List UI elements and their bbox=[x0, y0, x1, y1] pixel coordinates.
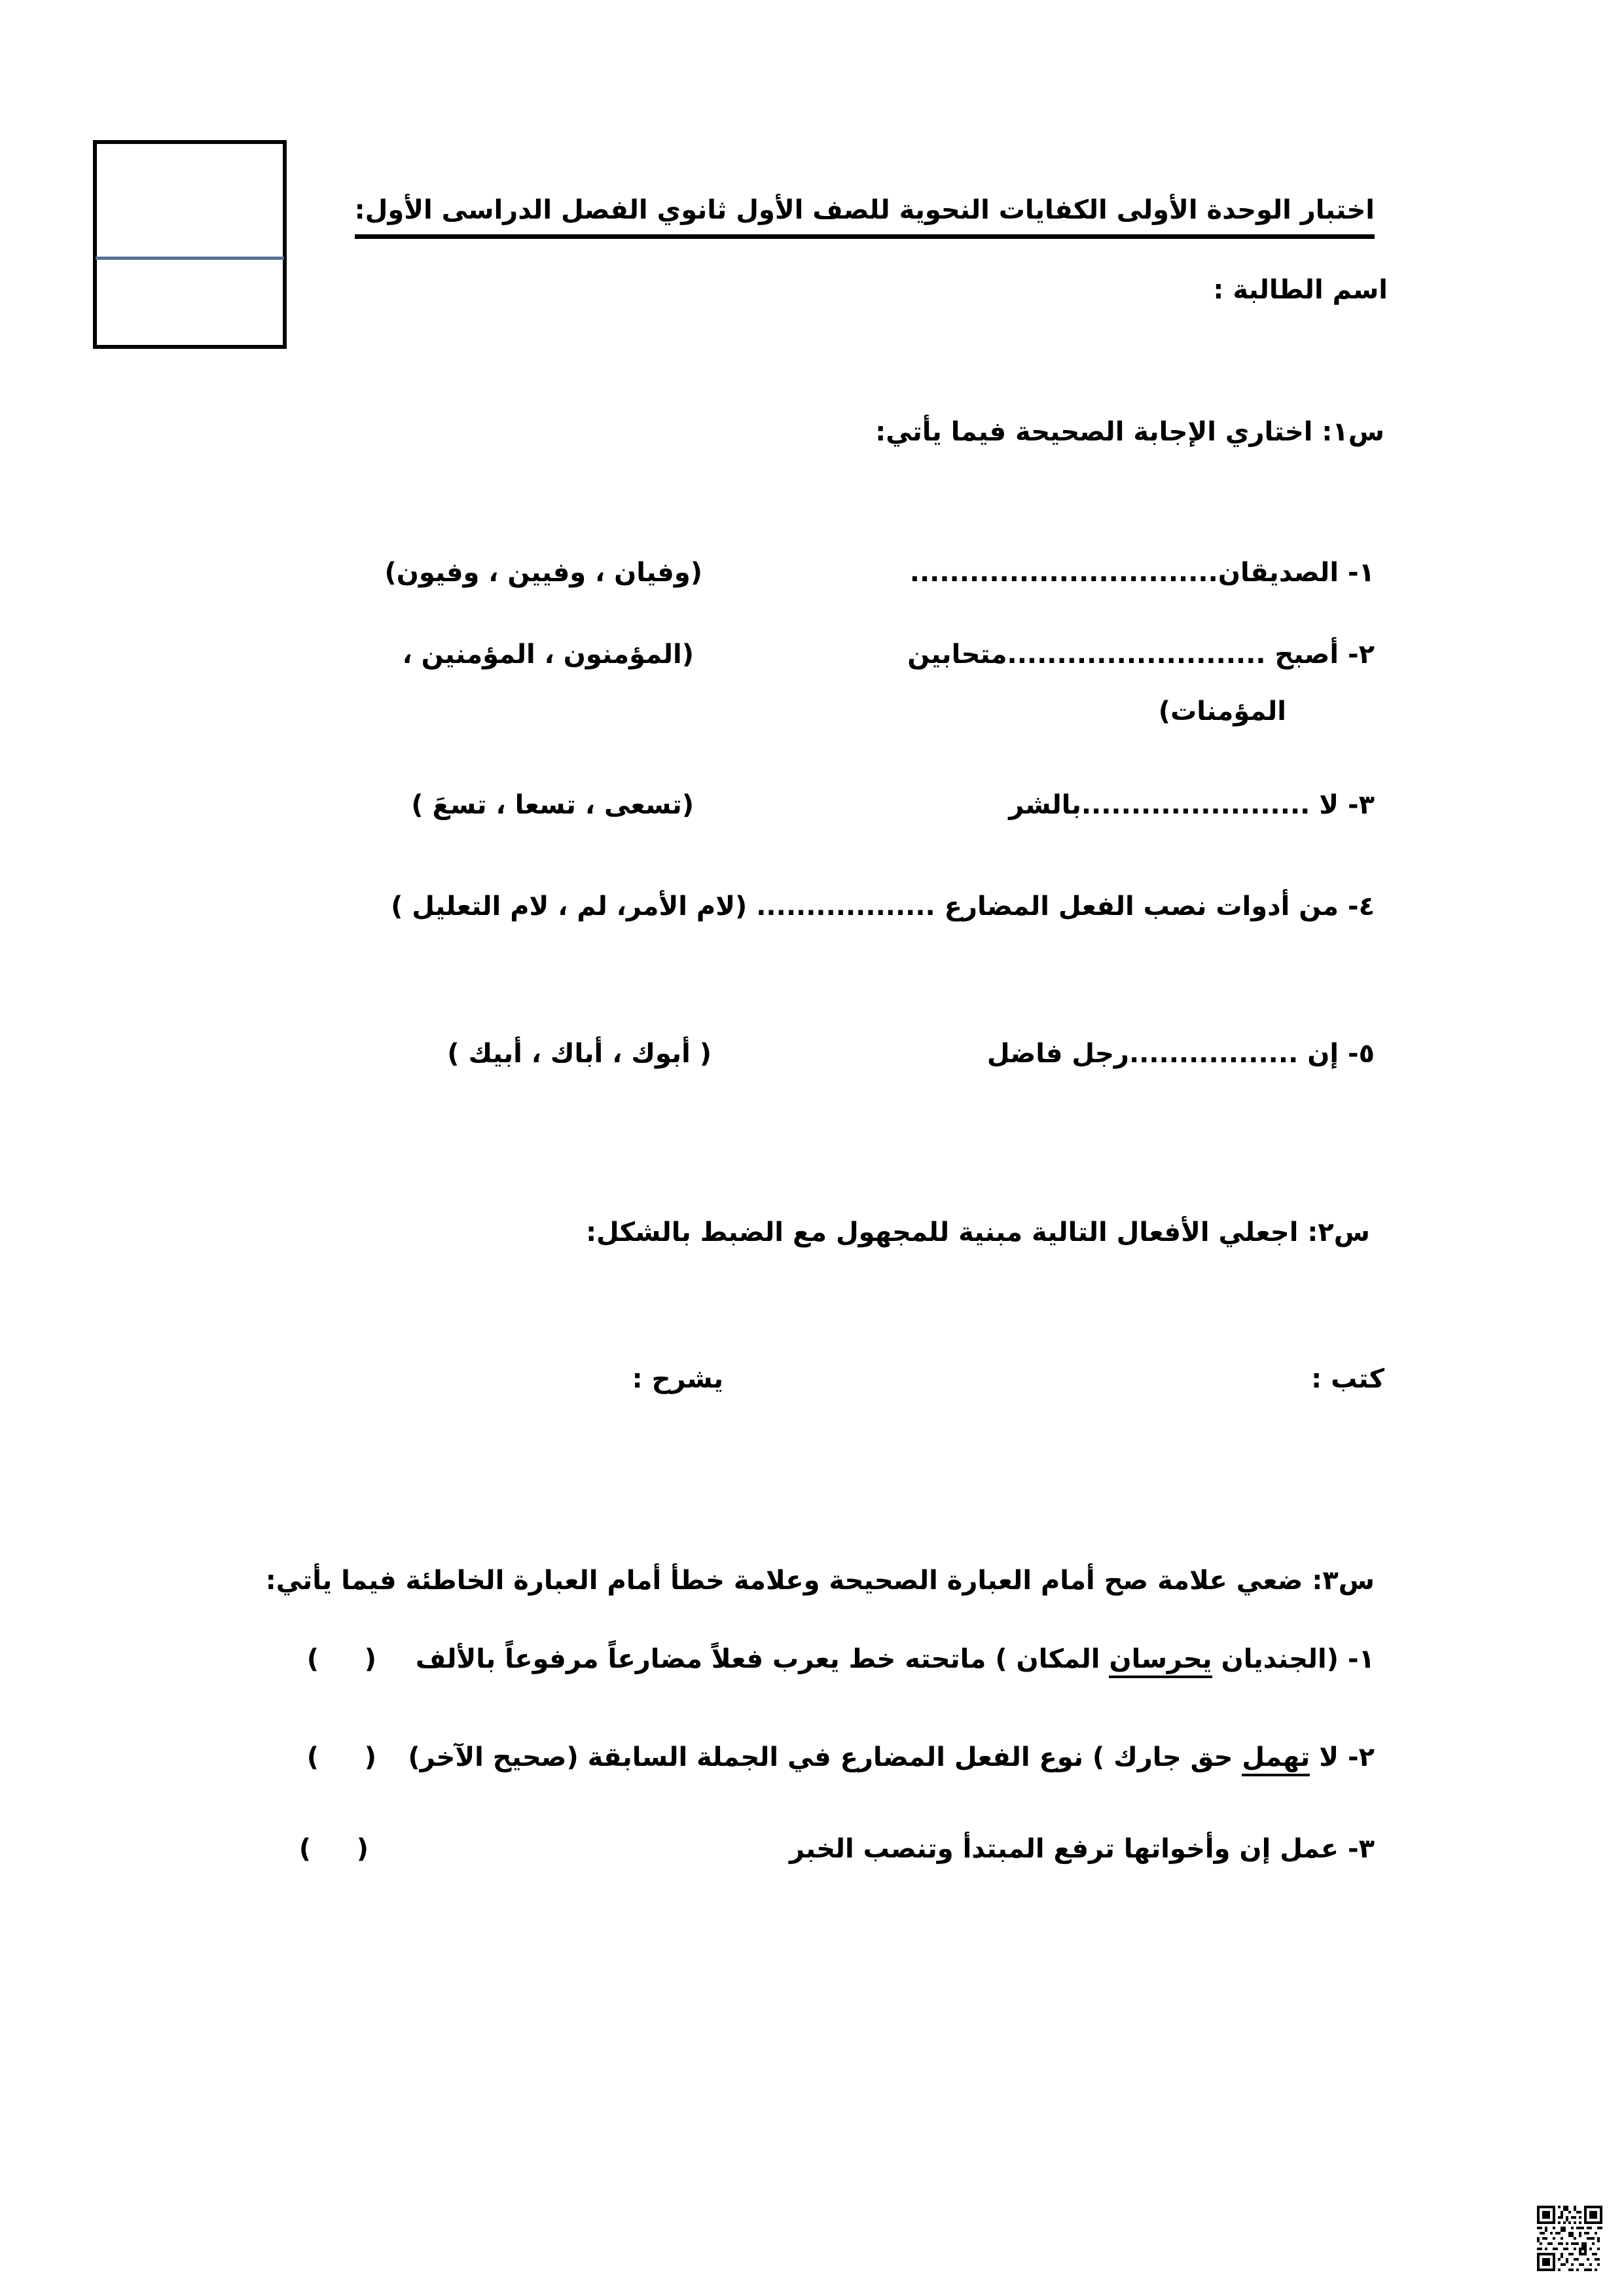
q1-item-2-options-line2: المؤمنات) bbox=[1158, 696, 1286, 726]
q1-item-5-options: ( أبوك ، أباك ، أبيك ) bbox=[447, 1039, 712, 1069]
q1-item-2-text: ٢- أصبح ..........................متحابين bbox=[907, 639, 1375, 670]
q1-item-5-text: ٥- إن .................رجل فاضل bbox=[986, 1039, 1375, 1069]
q1-item-3-options: (تسعى ، تسعا ، تسعَ ) bbox=[411, 790, 694, 820]
q3-item-1-suffix: المكان ) ماتحته خط يعرب فعلاً مضارعاً مرفوعاً بالألف bbox=[415, 1644, 1110, 1674]
q1-item-2-options-line1: (المؤمنون ، المؤمنين ، bbox=[402, 639, 694, 670]
q3-item-3-text bbox=[789, 1833, 1375, 1865]
q3-item-1-prefix: ١- (الجنديان bbox=[1212, 1644, 1375, 1674]
q3-item-1-answer-parens: ( ) bbox=[306, 1644, 376, 1674]
logo-box bbox=[93, 140, 287, 349]
q2-verb-kataba: كتب : bbox=[1311, 1364, 1384, 1394]
q3-item-2-prefix: ٢- لا bbox=[1310, 1742, 1375, 1772]
q3-item-2-suffix: حق جارك ) نوع الفعل المضارع في الجملة السابقة (صحيح الآخر) bbox=[408, 1742, 1242, 1772]
exam-title: اختبار الوحدة الأولى الكفايات النحوية للصف الأول ثانوي الفصل الدراسى الأول: bbox=[355, 194, 1375, 239]
q1-item-1-options: (وفيان ، وفيين ، وفيون) bbox=[384, 558, 702, 588]
q2-heading: س٢: اجعلي الأفعال التالية مبنية للمجهول مع الضبط بالشكل: bbox=[586, 1217, 1370, 1247]
qr-code bbox=[1537, 2206, 1602, 2271]
q3-heading: س٣: ضعي علامة صح أمام العبارة الصحيحة وعلامة خطأ أمام العبارة الخاطئة فيما يأتي: bbox=[265, 1566, 1375, 1596]
q1-item-1-text: ١- الصديقان............................... bbox=[909, 558, 1375, 588]
student-name-label: اسم الطالبة : bbox=[1213, 275, 1388, 305]
q3-item-1-underlined-word: يحرسان bbox=[1109, 1644, 1212, 1678]
q3-item-1-text bbox=[416, 1643, 1375, 1676]
logo-box-blue-line bbox=[96, 257, 284, 260]
q3-item-3-answer-parens: ( ) bbox=[298, 1834, 369, 1864]
q1-heading: س١: اختاري الإجابة الصحيحة فيما يأتي: bbox=[875, 417, 1384, 447]
q3-item-3-prefix: ٣- عمل إن وأخواتها ترفع المبتدأ وتنصب الخبر bbox=[789, 1834, 1375, 1864]
q1-item-3-text: ٣- لا .......................بالشر bbox=[1009, 790, 1375, 820]
q1-item-4-text: ٤- من أدوات نصب الفعل المضارع .................. (لام الأمر، لم ، لام التعليل ) bbox=[391, 891, 1375, 922]
q3-item-2-text bbox=[408, 1741, 1375, 1774]
q3-item-2-underlined-word: تهمل bbox=[1242, 1742, 1310, 1776]
q2-verb-yashrah: يشرح : bbox=[632, 1364, 723, 1394]
q3-item-2-answer-parens: ( ) bbox=[306, 1742, 376, 1772]
